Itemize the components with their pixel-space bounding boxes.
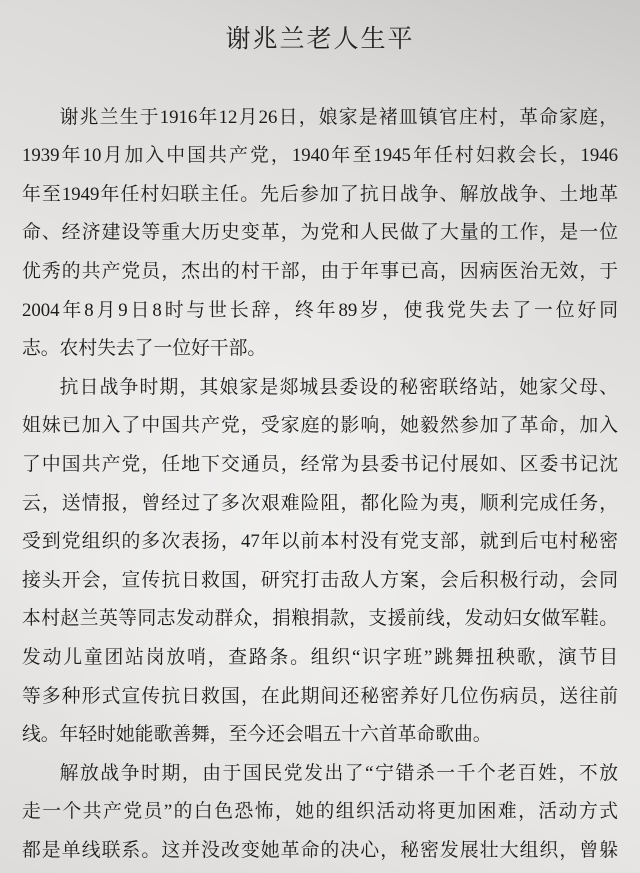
text-line: 抗日战争时期，其娘家是郯城县委设的秘密联络站，她家父母、 xyxy=(59,376,618,398)
text-line: 都是单线联系。这并没改变她革命的决心，秘密发展壮大组织，曾躲 xyxy=(22,839,618,861)
document-title: 谢兆兰老人生平 xyxy=(225,26,415,53)
text-line: 云，送情报，曾经过了多次艰难险阻，都化险为夷，顺利完成任务， xyxy=(22,492,618,514)
text-line: 1939年10月加入中国共产党，1940年至1945年任村妇救会长，1946 xyxy=(22,145,618,167)
text-line: 优秀的共产党员，杰出的村干部，由于年事已高，因病医治无效，于 xyxy=(22,260,618,282)
text-line: 了中国共产党，任地下交通员，经常为县委书记付展如、区委书记沈 xyxy=(22,453,618,475)
text-line: 受到党组织的多次表扬，47年以前本村没有党支部，就到后屯村秘密 xyxy=(22,531,618,553)
paragraph-biography xyxy=(22,99,618,369)
text-line: 接头开会，宣传抗日救国，研究打击敌人方案，会后积极行动，会同 xyxy=(22,569,618,591)
text-line: 走一个共产党员”的白色恐怖，她的组织活动将更加困难，活动方式 xyxy=(22,801,618,823)
text-line: 谢兆兰生于1916年12月26日，娘家是褚皿镇官庄村，革命家庭， xyxy=(59,106,618,128)
paragraph-anti-japanese-war xyxy=(22,369,618,755)
text-line: 姐妹已加入了中国共产党，受家庭的影响，她毅然参加了革命，加入 xyxy=(22,415,618,437)
paragraph-liberation-war xyxy=(22,755,618,871)
text-line: 解放战争时期，由于国民党发出了“宁错杀一千个老百姓，不放 xyxy=(59,762,618,784)
text-line: 线。年轻时她能歌善舞，至今还会唱五十六首革命歌曲。 xyxy=(22,724,492,746)
text-line: 年至1949年任村妇联主任。先后参加了抗日战争、解放战争、土地革 xyxy=(22,183,618,205)
document-body xyxy=(22,99,618,871)
text-line: 志。农村失去了一位好干部。 xyxy=(22,338,267,360)
text-line: 发动儿童团站岗放哨，查路条。组织“识字班”跳舞扭秧歌，演节目 xyxy=(22,646,618,668)
text-line: 2004年8月9日8时与世长辞，终年89岁，使我党失去了一位好同 xyxy=(22,299,618,321)
text-line: 命、经济建设等重大历史变革，为党和人民做了大量的工作，是一位 xyxy=(22,222,618,244)
text-line: 本村赵兰英等同志发动群众，捐粮捐款，支援前线，发动妇女做军鞋。 xyxy=(22,608,618,630)
text-line: 等多种形式宣传抗日救国，在此期间还秘密养好几位伤病员，送往前 xyxy=(22,685,618,707)
